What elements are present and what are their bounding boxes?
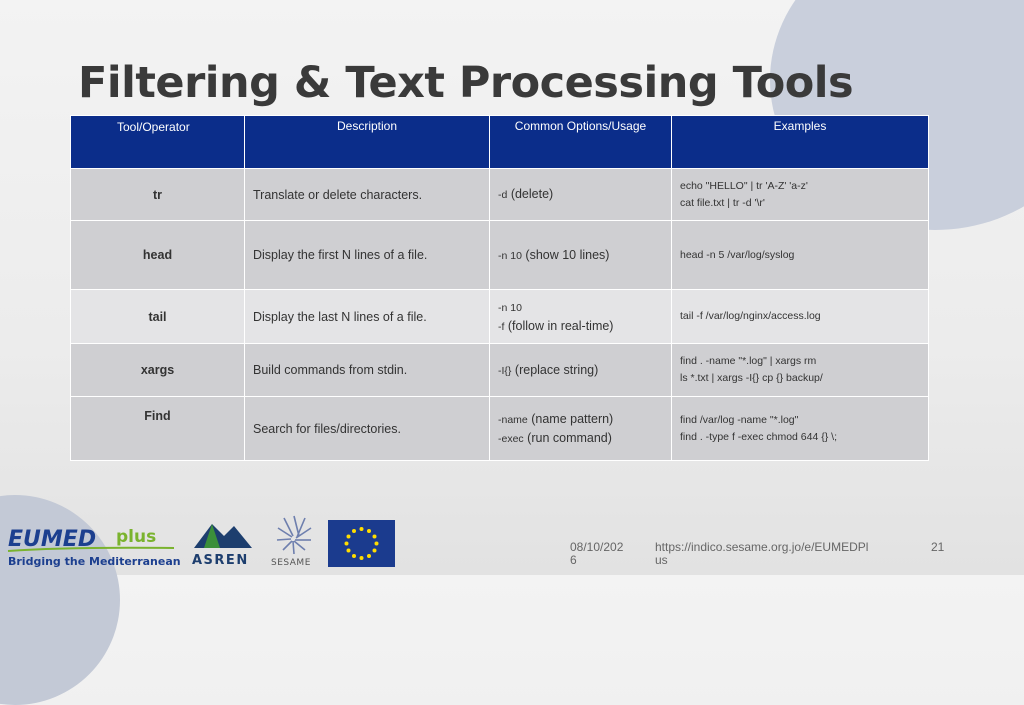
options-cell [490, 169, 672, 221]
example-line: head -n 5 /var/log/syslog [680, 248, 795, 261]
options-cell [490, 397, 672, 461]
example-line: find . -name "*.log" | xargs rm [680, 355, 817, 367]
footer-date-line: 6 [570, 553, 577, 567]
table-row [71, 344, 929, 397]
options-cell [490, 344, 672, 397]
option-flag: -exec [498, 432, 524, 445]
header-description: Description [245, 116, 490, 169]
example-line: cat file.txt | tr -d '\r' [680, 196, 765, 209]
option-text: (replace string) [511, 362, 599, 377]
description-cell: Display the last N lines of a file. [245, 290, 490, 344]
option-flag: -n 10 [498, 249, 522, 262]
header-options: Common Options/Usage [490, 116, 672, 169]
description-cell: Search for files/directories. [245, 397, 490, 461]
footer-date-line: 08/10/202 [570, 540, 624, 554]
footer-date [570, 541, 623, 567]
page-number: 21 [931, 540, 945, 554]
sesame-logo [269, 508, 319, 568]
example-line: find . -type f -exec chmod 644 {} \; [680, 430, 838, 443]
options-cell [490, 290, 672, 344]
tool-cell: head [71, 221, 245, 290]
option-flag: -I{} [498, 364, 512, 377]
examples-cell [672, 397, 929, 461]
eumed-logo-tagline: Bridging the Mediterranean [8, 555, 181, 568]
option-text: (delete) [507, 187, 554, 201]
example-line: tail -f /var/log/nginx/access.log [680, 310, 821, 322]
tool-cell: tail [71, 290, 245, 344]
table-row [71, 290, 929, 344]
table-header-row [71, 116, 929, 169]
options-cell [490, 221, 672, 290]
option-flag: -d [498, 189, 508, 201]
tool-cell: tr [71, 169, 245, 221]
description-cell: Display the first N lines of a file. [245, 221, 490, 290]
table-row [71, 169, 929, 221]
tool-cell: Find [71, 397, 245, 461]
example-line: find /var/log -name "*.log" [680, 413, 799, 426]
eumed-logo-main: EUMED [8, 527, 97, 552]
footer-url-line[interactable]: https://indico.sesame.org.jo/e/EUMEDPl [655, 540, 869, 554]
table-row [71, 221, 929, 290]
asren-logo [190, 518, 258, 568]
description-cell: Build commands from stdin. [245, 344, 490, 397]
sesame-logo-text: SESAME [271, 558, 311, 568]
footer-url-line[interactable]: us [655, 553, 668, 567]
eu-flag-icon [328, 520, 395, 567]
example-line: ls *.txt | xargs -I{} cp {} backup/ [680, 372, 823, 384]
tools-table [70, 115, 929, 461]
examples-cell [672, 221, 929, 290]
example-line: echo "HELLO" | tr 'A-Z' 'a-z' [680, 179, 808, 192]
option-text: (run command) [523, 430, 612, 445]
option-text: (follow in real-time) [504, 318, 614, 333]
option-text: (show 10 lines) [521, 247, 610, 262]
examples-cell [672, 290, 929, 344]
examples-cell [672, 169, 929, 221]
slide-title: Filtering & Text Processing Tools [78, 58, 854, 108]
description-cell: Translate or delete characters. [245, 169, 490, 221]
header-tool: Tool/Operator [71, 116, 245, 169]
option-text: (name pattern) [527, 411, 614, 426]
eumed-logo-suffix: plus [116, 527, 157, 547]
examples-cell [672, 344, 929, 397]
tool-cell: xargs [71, 344, 245, 397]
option-flag: -f [498, 320, 505, 333]
option-flag: -name [498, 413, 528, 426]
eumed-plus-logo [6, 520, 181, 570]
header-examples: Examples [672, 116, 929, 169]
table-row [71, 397, 929, 461]
footer-url[interactable] [655, 541, 868, 567]
option-flag: -n 10 [498, 301, 522, 314]
asren-logo-text: ASREN [192, 553, 249, 568]
